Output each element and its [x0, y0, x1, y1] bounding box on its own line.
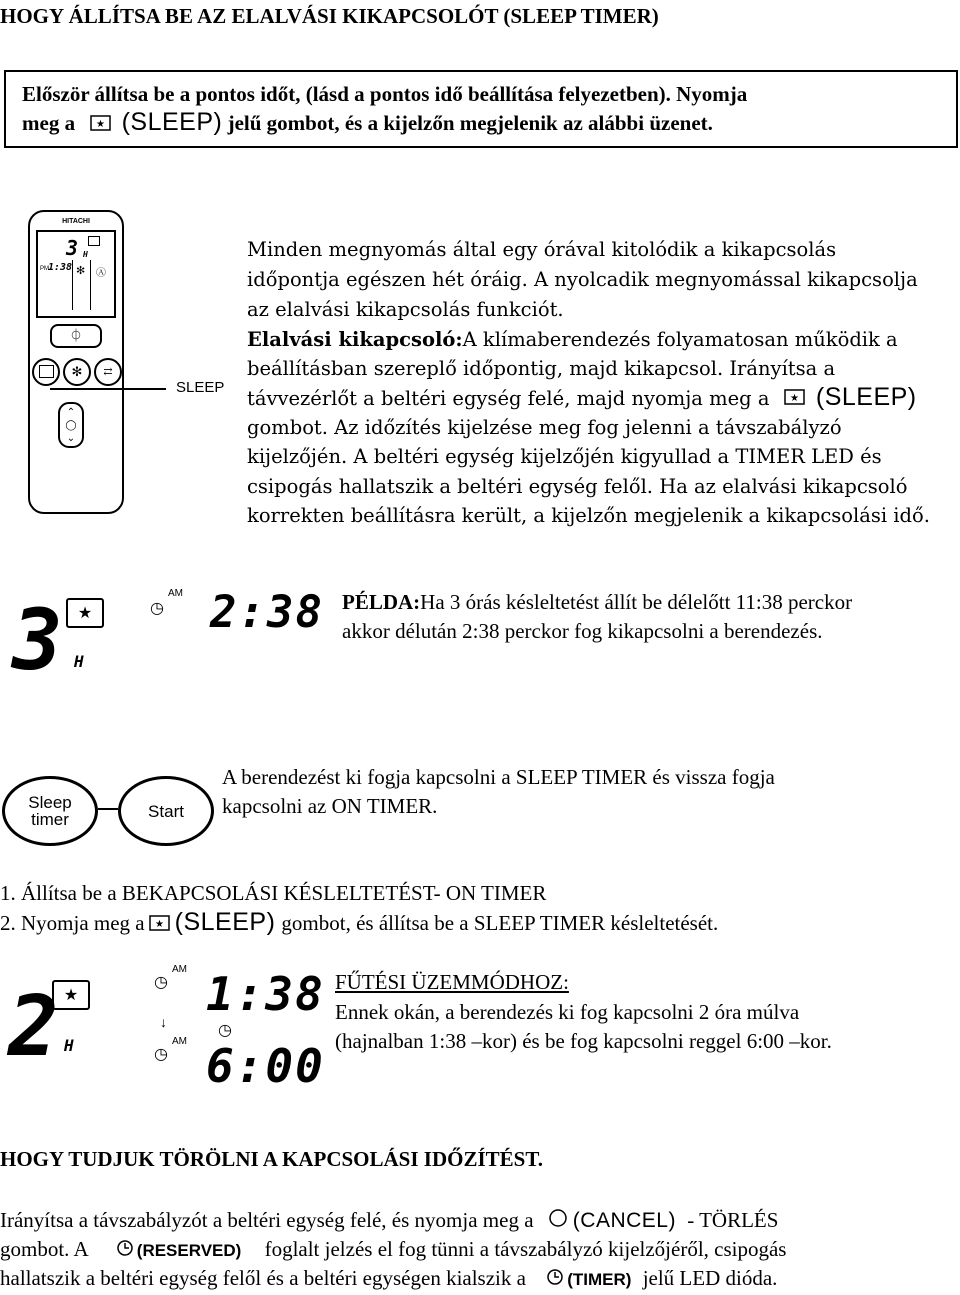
- cancel-line-3: hallatszik a beltéri egység felől és a beltéri egységen kialszik a (TIMER) jelű LED dióda.: [0, 1264, 777, 1295]
- star-button-icon: [149, 911, 171, 940]
- example-line-2: akkor délután 2:38 perckor fog kikapcsolni a berendezés.: [342, 619, 823, 643]
- intro-line-1: Először állítsa be a pontos időt, (lásd a pontos idő beállítása felyezetben). Nyomja: [22, 82, 748, 106]
- sleep-callout-label: SLEEP: [176, 379, 225, 396]
- step-2: 2. Nyomja meg a ★ (SLEEP) gombot, és állítsa be a SLEEP TIMER késleltetését.: [0, 908, 718, 940]
- cancel-line-2: gombot. A (RESERVED) foglalt jelzés el fog tünni a távszabályzó kijelzőjéről, csipogás: [0, 1235, 786, 1266]
- temperature-rocker[interactable]: ⌃ ◯ ⌄: [58, 402, 84, 448]
- star-icon: ★: [52, 980, 90, 1010]
- sleep-button-label: (SLEEP): [121, 108, 223, 136]
- heating-lcd-digit: 2: [8, 977, 59, 1075]
- desc-line-10: korrekten beállításra került, a kijelzőn megjelenik a kikapcsolási idő.: [247, 504, 930, 527]
- star-button-icon: [784, 385, 806, 414]
- remote-display: 3 H PM 1:38 ✻ Ⓐ: [36, 230, 116, 318]
- svg-text:★: ★: [154, 918, 164, 930]
- remote-control-illustration: [28, 210, 124, 514]
- svg-text:★: ★: [96, 118, 106, 130]
- swing-button[interactable]: ⇄: [94, 358, 122, 386]
- star-button-icon: [90, 111, 112, 140]
- intro-box: [4, 70, 958, 148]
- auto-icon: Ⓐ: [96, 268, 106, 279]
- brand-logo: HITACHI: [62, 218, 90, 225]
- sleep-button-label: (SLEEP): [815, 383, 917, 411]
- desc-line-4: Elalvási kikapcsoló:A klímaberendezés folyamatosan működik a: [247, 328, 898, 351]
- desc-line-6: távvezérlőt a beltéri egység felé, majd nyomja meg a ★ (SLEEP): [247, 383, 917, 414]
- desc-line-7: gombot. Az időzítés kijelzése meg fog jelenni a távszabályzó: [247, 416, 842, 439]
- sequence-line-1: A berendezést ki fogja kapcsolni a SLEEP TIMER és vissza fogja: [222, 765, 775, 789]
- start-button: Start: [118, 776, 214, 846]
- cancel-button-label: (CANCEL): [572, 1209, 676, 1232]
- sequence-line-2: kapcsolni az ON TIMER.: [222, 794, 438, 818]
- clock-icon: ◷: [154, 972, 168, 991]
- star-icon: ★: [66, 598, 104, 628]
- power-button[interactable]: ⏀: [50, 324, 102, 348]
- heating-line-2: (hajnalban 1:38 –kor) és be fog kapcsolni reggel 6:00 –kor.: [335, 1029, 832, 1053]
- sleep-timer-button: Sleep timer: [2, 776, 98, 846]
- timer-label: (TIMER): [567, 1270, 632, 1289]
- example-lcd-time: 2:38: [210, 587, 324, 638]
- heating-lcd-time-1: 1:38: [206, 967, 325, 1021]
- page-title: HOGY ÁLLÍTSA BE AZ ELALVÁSI KIKAPCSOLÓT (SLEEP TIMER): [0, 4, 659, 28]
- example-line-1: PÉLDA:Ha 3 órás késleltetést állít be délelőtt 11:38 perckor: [342, 590, 853, 614]
- clock-icon: [115, 1237, 135, 1266]
- connector-line: [98, 808, 118, 810]
- desc-line-9: csipogás hallatszik a beltéri egység felől. Ha az elalvási kikapcsoló: [247, 475, 908, 498]
- desc-line-3: az elalvási kikapcsolás funkciót.: [247, 298, 564, 321]
- clock-icon: [545, 1266, 565, 1295]
- heating-line-1: Ennek okán, a berendezés ki fog kapcsolni 2 óra múlva: [335, 1000, 800, 1024]
- desc-line-5: beállításban szereplő időpontig, majd kikapcsol. Irányítsa a: [247, 357, 836, 380]
- cancel-line-1: Irányítsa a távszabályzót a beltéri egység felé, és nyomja meg a (CANCEL) - TÖRLÉS: [0, 1206, 778, 1237]
- remote-display-digit: 3: [66, 236, 79, 260]
- clock-icon: ◷: [150, 598, 164, 617]
- heating-lcd-unit: H: [64, 1036, 74, 1055]
- example-lcd-digit: 3: [12, 591, 63, 689]
- remote-display-time: 1:38: [48, 262, 73, 273]
- down-arrow-icon: ↓: [160, 1016, 167, 1031]
- clock-icon: ◷: [154, 1044, 168, 1063]
- heating-title: FŰTÉSI ÜZEMMÓDHOZ:: [335, 970, 569, 994]
- reserved-label: (RESERVED): [136, 1241, 242, 1260]
- sleep-button-label: (SLEEP): [174, 908, 276, 936]
- desc-line-2: időpontja egészen hét óráig. A nyolcadik megnyomással kikapcsolja: [247, 268, 918, 291]
- heating-lcd-time-2: 6:00: [206, 1039, 325, 1093]
- fan-button[interactable]: ✻: [63, 358, 91, 386]
- cancel-title: HOGY TUDJUK TÖRÖLNI A KAPCSOLÁSI IDŐZÍTÉST.: [0, 1147, 544, 1171]
- star-icon: [39, 365, 54, 378]
- svg-text:★: ★: [789, 393, 799, 404]
- fan-icon: ✻: [76, 265, 86, 277]
- sleep-button[interactable]: [32, 358, 60, 386]
- desc-line-8: kijelzőjén. A beltéri egység kijelzőjén kigyullad a TIMER LED és: [247, 445, 882, 468]
- step-1: 1. Állítsa be a BEKAPCSOLÁSI KÉSLELTETÉST- ON TIMER: [0, 881, 547, 905]
- example-lcd-unit: H: [74, 652, 84, 671]
- callout-line: [50, 388, 166, 390]
- cancel-circle-icon: [547, 1207, 569, 1237]
- clock-icon: ◷: [218, 1020, 232, 1039]
- intro-line-2: meg a ★ (SLEEP) jelű gombot, és a kijelzőn megjelenik az alábbi üzenet.: [22, 108, 713, 140]
- star-icon: [88, 236, 100, 246]
- desc-line-1: Minden megnyomás által egy órával kitolódik a kikapcsolás: [247, 238, 837, 261]
